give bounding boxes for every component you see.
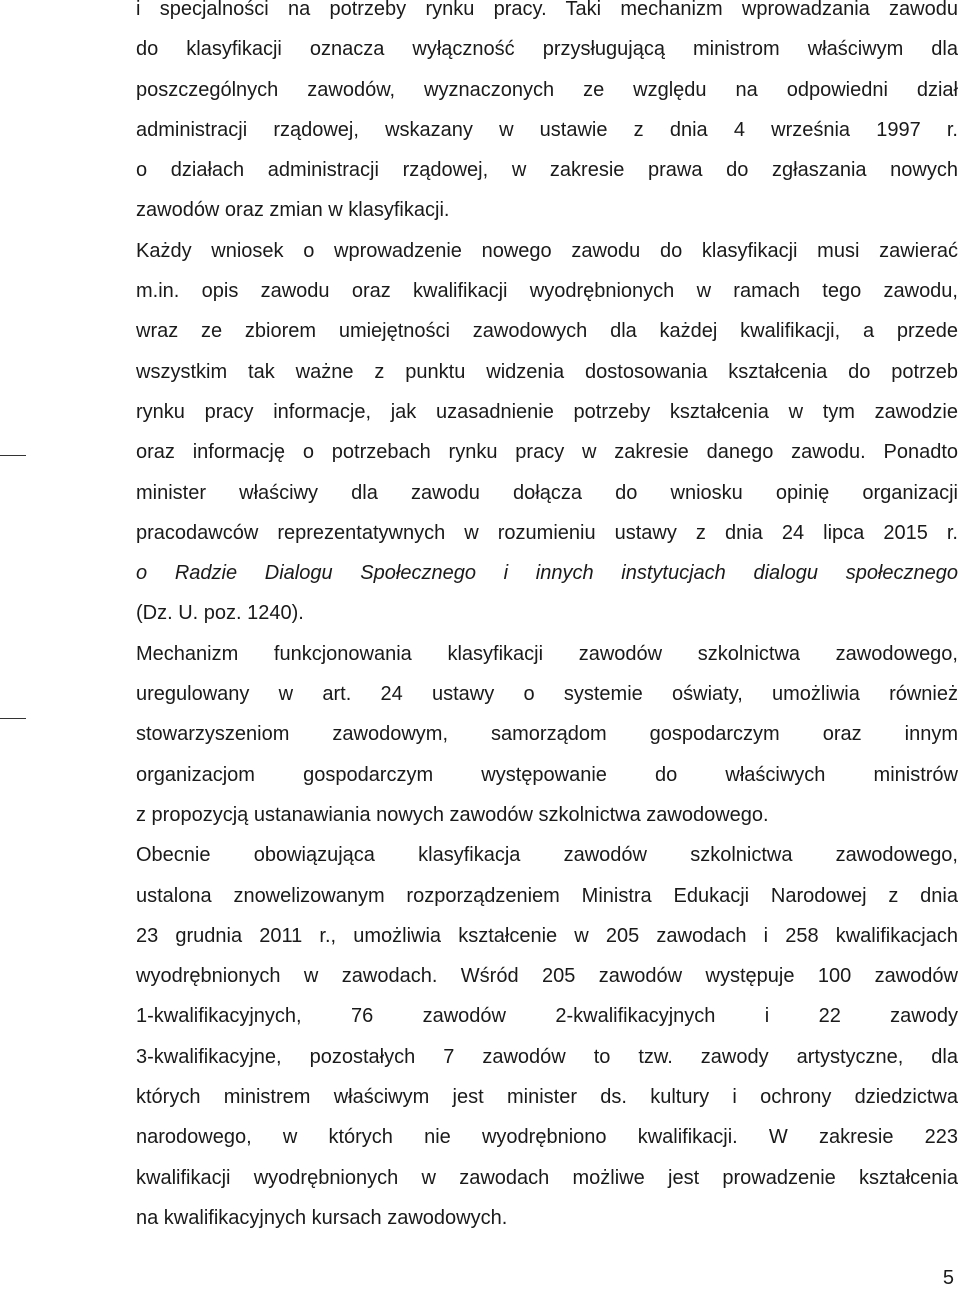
text-line: do klasyfikacji oznacza wyłączność przysługującą ministrom właściwym dla bbox=[136, 38, 958, 61]
text-line: 3-kwalifikacyjne, pozostałych 7 zawodów to tzw. zawody artystyczne, dla bbox=[136, 1045, 958, 1068]
text-line: Każdy wniosek o wprowadzenie nowego zawodu do klasyfikacji musi zawierać bbox=[136, 239, 958, 262]
text-line: ustalona znowelizowanym rozporządzeniem Ministra Edukacji Narodowej z dnia bbox=[136, 884, 958, 907]
paragraph bbox=[136, 231, 958, 634]
text-line: oraz informację o potrzebach rynku pracy w zakresie danego zawodu. Ponadto bbox=[136, 441, 958, 464]
text-line: (Dz. U. poz. 1240). bbox=[136, 602, 304, 625]
text-line: poszczególnych zawodów, wyznaczonych ze względu na odpowiedni dział bbox=[136, 78, 958, 101]
text-line: pracodawców reprezentatywnych w rozumieniu ustawy z dnia 24 lipca 2015 r. bbox=[136, 521, 958, 544]
text-line: z propozycją ustanawiania nowych zawodów szkolnictwa zawodowego. bbox=[136, 803, 769, 826]
text-line: 23 grudnia 2011 r., umożliwia kształcenie w 205 zawodach i 258 kwalifikacjach bbox=[136, 924, 958, 947]
text-line: uregulowany w art. 24 ustawy o systemie oświaty, umożliwia również bbox=[136, 683, 958, 706]
text-line: wyodrębnionych w zawodach. Wśród 205 zawodów występuje 100 zawodów bbox=[136, 965, 958, 988]
text-line: kwalifikacji wyodrębnionych w zawodach możliwe jest prowadzenie kształcenia bbox=[136, 1166, 958, 1189]
text-line: i specjalności na potrzeby rynku pracy. Taki mechanizm wprowadzania zawodu bbox=[136, 0, 958, 20]
paragraph bbox=[136, 835, 958, 1238]
text-line: m.in. opis zawodu oraz kwalifikacji wyodrębnionych w ramach tego zawodu, bbox=[136, 280, 958, 303]
text-line: organizacjom gospodarczym występowanie do właściwych ministrów bbox=[136, 763, 958, 786]
text-line: na kwalifikacyjnych kursach zawodowych. bbox=[136, 1206, 508, 1229]
text-line: wraz ze zbiorem umiejętności zawodowych dla każdej kwalifikacji, a przede bbox=[136, 320, 958, 343]
text-line: rynku pracy informacje, jak uzasadnienie potrzeby kształcenia w tym zawodzie bbox=[136, 400, 958, 423]
text-line: o Radzie Dialogu Społecznego i innych instytucjach dialogu społecznego bbox=[136, 562, 958, 585]
text-line: Mechanizm funkcjonowania klasyfikacji zawodów szkolnictwa zawodowego, bbox=[136, 642, 958, 665]
text-line: narodowego, w których nie wyodrębniono kwalifikacji. W zakresie 223 bbox=[136, 1126, 958, 1149]
paragraph bbox=[136, 634, 958, 835]
text-line: o działach administracji rządowej, w zakresie prawa do zgłaszania nowych bbox=[136, 159, 958, 182]
text-line: wszystkim tak ważne z punktu widzenia dostosowania kształcenia do potrzeb bbox=[136, 360, 958, 383]
page-number: 5 bbox=[942, 1267, 954, 1289]
document-body bbox=[136, 0, 958, 1238]
text-line: administracji rządowej, wskazany w ustawie z dnia 4 września 1997 r. bbox=[136, 118, 958, 141]
text-line: 1-kwalifikacyjnych, 76 zawodów 2-kwalifikacyjnych i 22 zawody bbox=[136, 1005, 958, 1028]
text-line: Obecnie obowiązująca klasyfikacja zawodów szkolnictwa zawodowego, bbox=[136, 844, 958, 867]
margin-line-mark bbox=[0, 718, 26, 719]
text-line: stowarzyszeniom zawodowym, samorządom gospodarczym oraz innym bbox=[136, 723, 958, 746]
text-line: minister właściwy dla zawodu dołącza do wniosku opinię organizacji bbox=[136, 481, 958, 504]
text-line: których ministrem właściwym jest minister ds. kultury i ochrony dziedzictwa bbox=[136, 1086, 958, 1109]
paragraph bbox=[136, 0, 958, 231]
margin-line-mark bbox=[0, 455, 26, 456]
text-line: zawodów oraz zmian w klasyfikacji. bbox=[136, 199, 450, 222]
